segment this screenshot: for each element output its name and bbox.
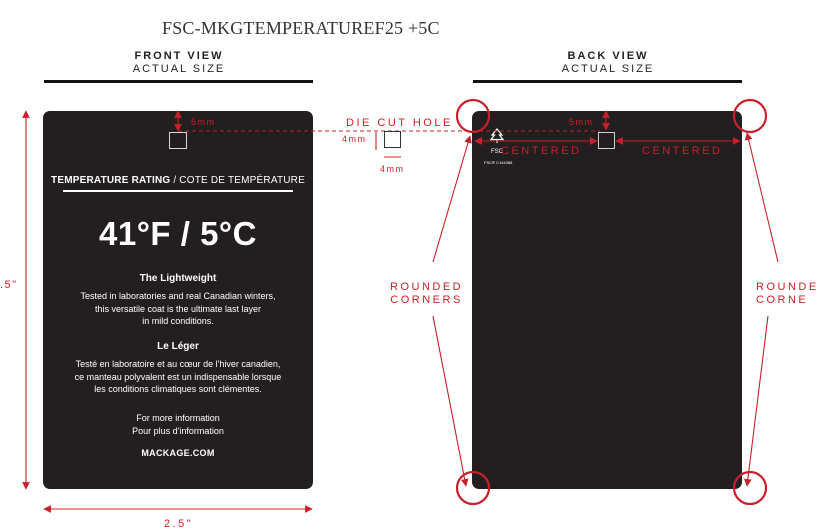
fr-body-line: ce manteau polyvalent est un indispensable lorsque	[74, 371, 282, 382]
rounded-leader-top-left	[433, 136, 470, 262]
rounded-leader-top-right	[747, 133, 778, 262]
rounded-corners-right-line-1: ROUNDE	[756, 281, 819, 293]
rounded-leader-bottom-right	[747, 316, 768, 486]
rounded-corners-label	[390, 281, 463, 307]
back-5mm-label: 5mm	[569, 117, 594, 127]
rounded-corners-line-1: ROUNDED	[390, 281, 464, 293]
fr-title: Le Léger	[157, 341, 199, 352]
centered-left-label: CENTERED	[501, 145, 582, 157]
front-width-label: 2.5"	[164, 518, 194, 530]
hole-height-label: 4mm	[342, 134, 367, 144]
fr-body-line: les conditions climatiques sont clémentes.	[94, 384, 262, 394]
back-view-subheading: ACTUAL SIZE	[561, 63, 655, 75]
en-title: The Lightweight	[139, 273, 217, 284]
rating-label-fr: COTE DE TEMPÉRATURE	[179, 175, 305, 186]
back-view-heading: BACK VIEW	[567, 50, 649, 62]
fsc-mark: FSC	[491, 149, 503, 155]
corner-circle-top-right	[734, 100, 766, 132]
corner-circle-top-left	[457, 100, 489, 132]
front-5mm-label: 5mm	[191, 117, 216, 127]
more-info-fr: Pour plus d'information	[132, 425, 224, 436]
hole-width-label: 4mm	[380, 164, 405, 174]
more-info-en: For more information	[136, 413, 220, 423]
en-body-line: Tested in laboratories and real Canadian winters,	[80, 291, 276, 301]
en-body-line: in mild conditions.	[142, 316, 214, 326]
die-cut-hole-label: DIE CUT HOLE	[346, 117, 453, 129]
centered-right-label: CENTERED	[642, 145, 723, 157]
fsc-code: FSC® C144388	[484, 160, 513, 165]
front-view-heading: FRONT VIEW	[134, 50, 224, 62]
website: MACKAGE.COM	[141, 448, 215, 458]
fr-body-line: Testé en laboratoire et au cœur de l'hiver canadien,	[75, 359, 281, 369]
rounded-corners-label-right	[756, 281, 819, 307]
rounded-leader-bottom-left	[433, 316, 466, 486]
en-body-line: this versatile coat is the ultimate last layer	[94, 303, 262, 314]
front-height-label: .5"	[0, 279, 18, 291]
rating-label-en: TEMPERATURE RATING	[51, 175, 171, 186]
front-view-subheading: ACTUAL SIZE	[132, 63, 226, 75]
document-title: FSC-MKGTEMPERATUREF25 +5C	[162, 18, 440, 38]
corner-circle-bottom-left	[457, 472, 489, 504]
rounded-corners-right-line-2: CORNE	[756, 294, 809, 306]
rating-label-sep: /	[170, 175, 180, 186]
die-cut-hole-sample	[384, 131, 401, 148]
temperature-rating: 41°F / 5°C	[99, 215, 257, 252]
rounded-corners-line-2: CORNERS	[390, 294, 463, 306]
corner-circle-bottom-right	[734, 472, 766, 504]
